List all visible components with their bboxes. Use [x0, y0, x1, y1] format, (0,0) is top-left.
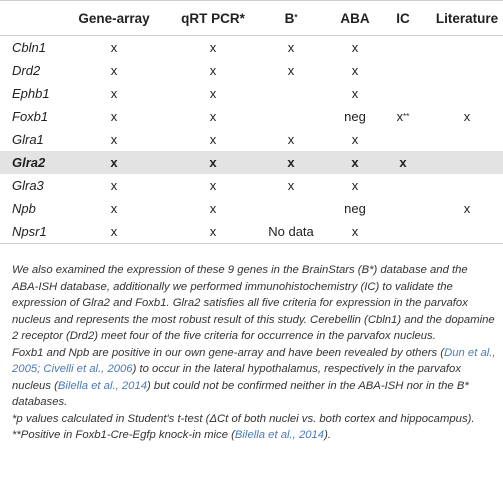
table-row: [0, 220, 503, 243]
table-cell: [276, 105, 306, 128]
table-cell: x: [399, 155, 407, 170]
table-row: [0, 197, 503, 220]
table-row: [0, 128, 503, 151]
gene-name: Ephb1: [12, 86, 50, 101]
table-cell: [276, 197, 306, 220]
table-cell: x: [351, 63, 359, 78]
gene-table: [0, 0, 503, 244]
table-cell: x: [287, 132, 295, 147]
header-aba: ABA: [340, 10, 370, 26]
table-bottom-rule: [0, 243, 503, 244]
gene-name: Glra3: [12, 178, 44, 193]
header-literature: Literature: [435, 10, 499, 26]
table-cell: x: [209, 201, 217, 216]
table-cell: x: [209, 132, 217, 147]
table-row: [0, 36, 503, 59]
table-row: [0, 59, 503, 82]
table-cell: No data: [268, 224, 314, 239]
table-cell: x: [351, 224, 359, 239]
table-cell: x: [209, 224, 217, 239]
table-cell: [384, 220, 422, 243]
table-cell: x: [463, 109, 471, 124]
table-cell: [384, 197, 422, 220]
table-cell: [384, 59, 422, 82]
table-cell: x: [110, 155, 118, 170]
table-cell: x: [463, 201, 471, 216]
table-cell: [384, 82, 422, 105]
footnote-literature: Foxb1 and Npb are positive in our own gene-array and have been revealed by others (Dun et al., 2005; Civelli et al., 2006) to occur in the lateral hypothalamus, respectively in the parvafox nucleus (Bilella et al., 2014) but could not be confirmed neither in the ABA-ISH nor in the B* databases.: [12, 346, 496, 408]
table-row: [0, 82, 503, 105]
table-cell: neg: [344, 201, 366, 216]
table-cell: x: [287, 40, 295, 55]
table-cell: x: [110, 224, 118, 239]
table-row: [0, 174, 503, 197]
table-cell: x: [209, 40, 217, 55]
table-cell: x **: [396, 109, 410, 124]
table-cell: x: [110, 132, 118, 147]
table-cell: x: [110, 40, 118, 55]
gene-name: Foxb1: [12, 109, 49, 124]
table-cell: neg: [344, 109, 366, 124]
table-body: [0, 35, 503, 243]
table-cell: [432, 36, 502, 59]
table-cell: x: [209, 178, 217, 193]
table-cell: x: [110, 86, 118, 101]
table-cell: x: [287, 155, 295, 170]
table-cell: x: [351, 40, 359, 55]
table-cell: x: [209, 86, 217, 101]
table-cell: x: [110, 109, 118, 124]
table-cell: x: [110, 178, 118, 193]
table-cell: [432, 220, 502, 243]
table-cell: x: [209, 109, 217, 124]
table-cell: x: [110, 201, 118, 216]
table-cell: x: [287, 63, 295, 78]
table-cell: [276, 82, 306, 105]
table-cell: [384, 128, 422, 151]
header-ic: IC: [396, 10, 410, 26]
gene-name: Npsr1: [12, 224, 47, 239]
table-cell: x: [351, 86, 359, 101]
footnote-pvalues: *p values calculated in Student's t-test (ΔCt of both nuclei vs. both cortex and hippocampus).: [12, 412, 475, 425]
table-cell: [432, 174, 502, 197]
header-gene-array: Gene-array: [78, 10, 150, 26]
gene-name: Cbln1: [12, 40, 46, 55]
citation-link[interactable]: Dun et al., 2005; Civelli et al., 2006: [12, 346, 496, 375]
footnote-summary: We also examined the expression of these 9 genes in the BrainStars (B*) database and the ABA-ISH database, additionally we performed immunohistochemistry (IC) to validate the expression of Glra2 and Foxb1. Glra2 satisfies all five criteria for expression in the parvafox nucleus and represents the most robust result of this study. Cerebellin (Cbln1) and the dopamine 2 receptor (Drd2) meet four of the five criteria for occurrence in the parvafox nucleus.: [12, 264, 495, 342]
table-cell: x: [209, 155, 217, 170]
citation-link[interactable]: Bilella et al., 2014: [234, 429, 325, 441]
table-cell: [432, 151, 502, 174]
table-cell: x: [351, 132, 359, 147]
footnote-knockin: **Positive in Foxb1-Cre-Egfp knock-in mice (Bilella et al., 2014).: [12, 429, 331, 441]
header-qrt-pcr: qRT PCR*: [181, 10, 245, 26]
table-cell: [384, 36, 422, 59]
table-cell: x: [287, 178, 295, 193]
header-brainstars: B *: [284, 10, 298, 26]
gene-name: Npb: [12, 201, 36, 216]
table-header: [0, 0, 503, 35]
table-footnotes: [12, 262, 496, 444]
table-cell: [432, 59, 502, 82]
table-cell: [432, 82, 502, 105]
table-cell: x: [209, 63, 217, 78]
table-cell: x: [351, 155, 359, 170]
table-row: [0, 105, 503, 128]
table-cell: [432, 128, 502, 151]
gene-name: Glra1: [12, 132, 44, 147]
table-row: [0, 151, 503, 174]
citation-link[interactable]: Bilella et al., 2014: [57, 379, 148, 392]
gene-name: Glra2: [12, 155, 46, 170]
table-cell: [384, 174, 422, 197]
gene-name: Drd2: [12, 63, 41, 78]
table-cell: x: [110, 63, 118, 78]
table-cell: x: [351, 178, 359, 193]
